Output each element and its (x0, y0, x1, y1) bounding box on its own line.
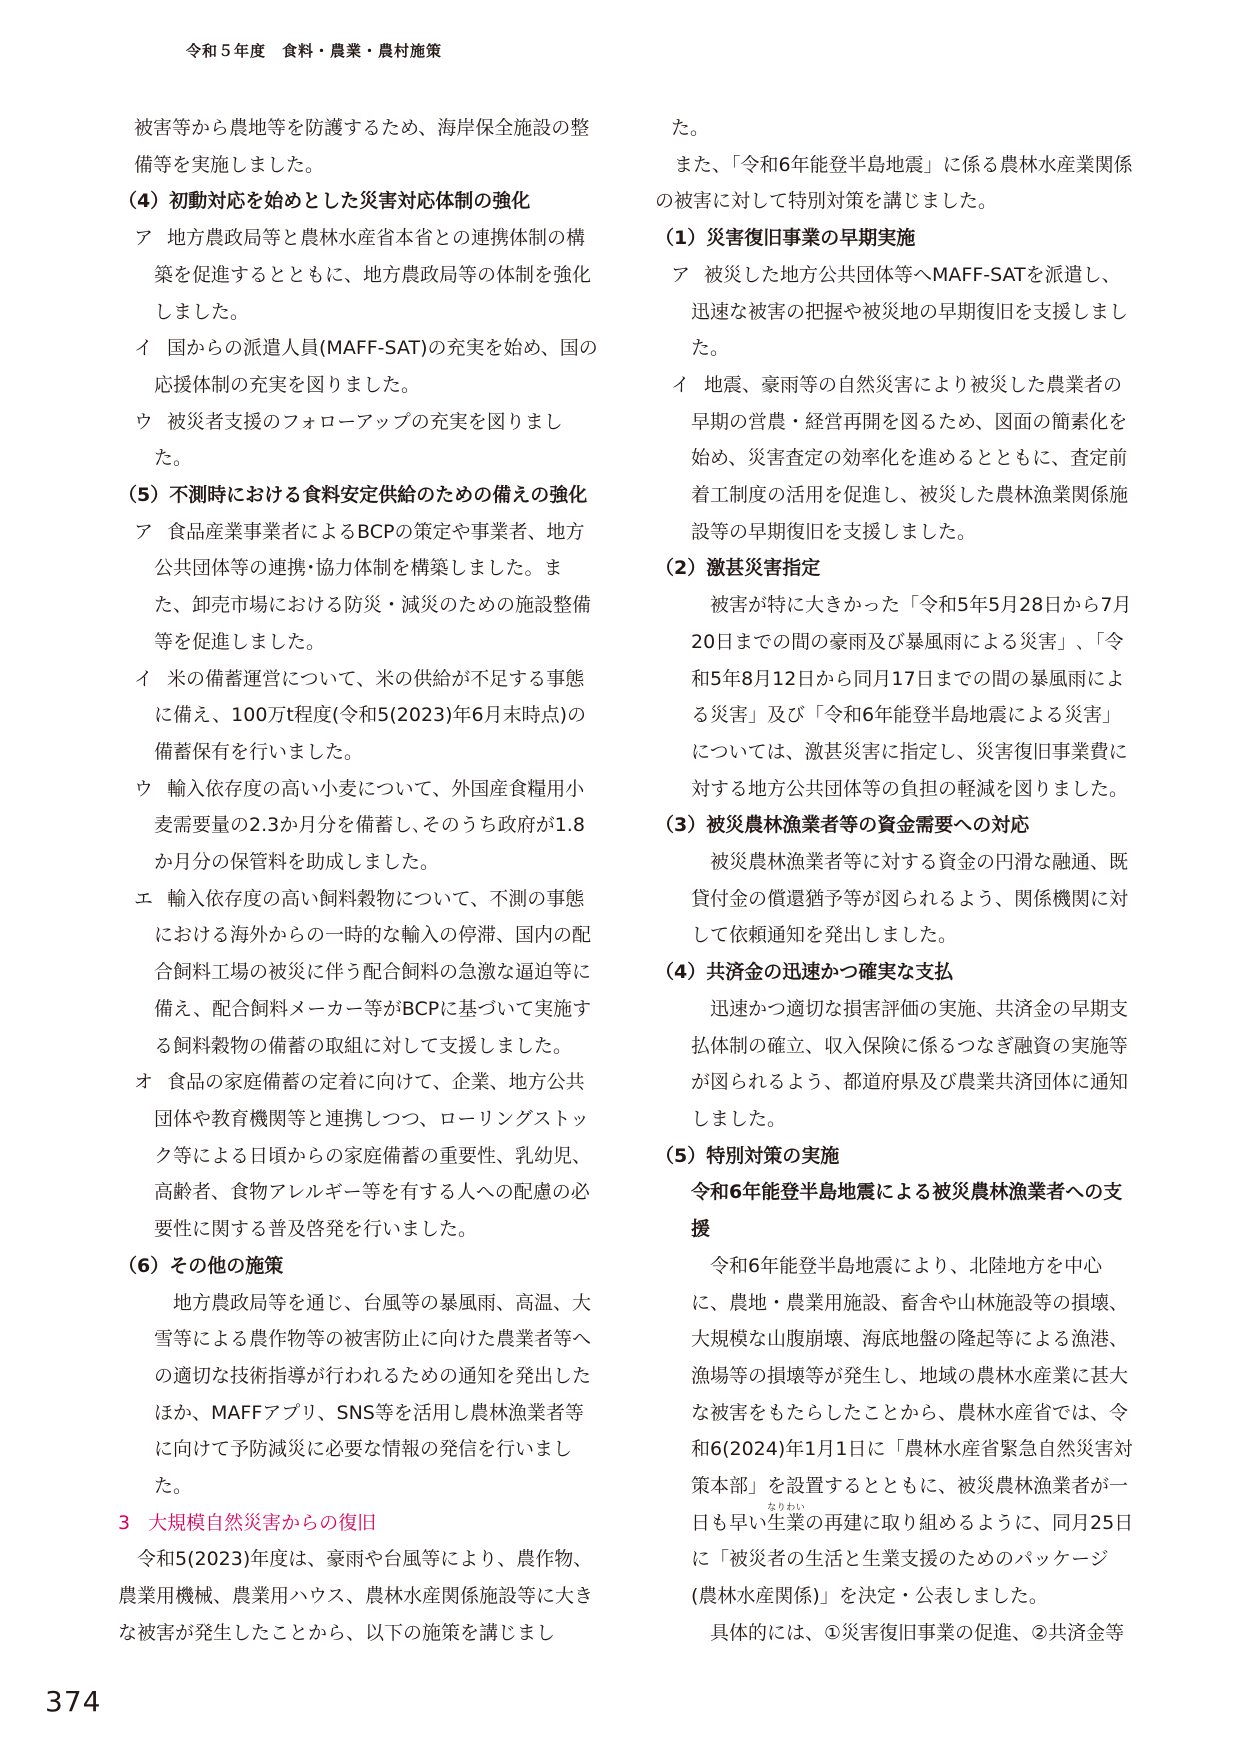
running-header: 令和５年度 食料・農業・農村施策 (186, 42, 443, 60)
heading-6: （6）その他の施策 (118, 1254, 284, 1277)
list-item: イ 国からの派遣人員(MAFF-SAT)の充実を始め、国の応援体制の充実を図りました。 (134, 337, 598, 396)
list-item: イ 地震、豪雨等の自然災害により被災した農業者の早期の営農・経営再開を図るため、図面の簡素化を始め、災害査定の効率化を進めるとともに、査定前着工制度の活用を促進し、被災した農林漁業関係施設等の早期復旧を支援しました。 (671, 373, 1129, 543)
heading-r4-body: 迅速かつ適切な損害評価の実施、共済金の早期支払体制の確立、収入保険に係るつなぎ融資の実施等が図られるよう、都道府県及び農業共済団体に通知しました。 (691, 997, 1129, 1130)
heading-r5-body: 令和6年能登半島地震により、北陸地方を中心に、農地・農業用施設、畜舎や山林施設等の損壊、大規模な山腹崩壊、海底地盤の隆起等による漁港、漁場等の損壊等が発生し、地域の農林水産業に甚大な被害をもたらしたことから、農林水産省では、令和6(2024)年1月1日に「農林水産省緊急自然災害対策本部」を設置するとともに、被災農林漁業者が一日も早い生業なりわいの再建に取り組めるように、同月25日に「被災者の生活と生業支援のためのパッケージ(農林水産関係)」を決定・公表しました。 (691, 1254, 1134, 1608)
heading-r2-body: 被害が特に大きかった「令和5年5月28日から7月20日までの間の豪雨及び暴風雨による災害」､「令和5年8月12日から同月17日までの間の暴風雨による災害」及び「令和6年能登半島地震による災害」については、激甚災害に指定し、災害復旧事業費に対する地方公共団体等の負担の軽減を図りました。 (691, 594, 1132, 800)
heading-r3-body: 被災農林漁業者等に対する資金の円滑な融通、既貸付金の償還猶予等が図られるよう、関係機関に対して依頼通知を発出しました。 (691, 851, 1129, 947)
paragraph: また、「令和6年能登半島地震」に係る農林水産業関係の被害に対して特別対策を講じました。 (655, 153, 1133, 213)
list-item: ア 食品産業事業者によるBCPの策定や事業者、地方公共団体等の連携･協力体制を構築しました。また、卸売市場における防災・減災のための施設整備等を促進しました。 (134, 520, 592, 653)
heading-6-body: 地方農政局等を通じ、台風等の暴風雨、高温、大雪等による農作物等の被害防止に向けた農業者等への適切な技術指導が行われるための通知を発出したほか、MAFFアプリ、SNS等を活用し農林漁業者等に向けて予防減災に必要な情報の発信を行いました。 (154, 1291, 592, 1498)
list-item: ウ 輸入依存度の高い小麦について、外国産食糧用小麦需要量の2.3か月分を備蓄し､そのうち政府が1.8か月分の保管料を助成しました。 (134, 777, 585, 874)
heading-r2: （2）激甚災害指定 (655, 557, 821, 580)
right-column (655, 110, 1135, 1652)
heading-r5: （5）特別対策の実施 (655, 1144, 840, 1167)
left-column (118, 110, 598, 1652)
page-number: 374 (45, 1685, 102, 1718)
heading-5: （5）不測時における食料安定供給のための備えの強化 (118, 484, 588, 507)
list-item: オ 食品の家庭備蓄の定着に向けて、企業、地方公共団体や教育機関等と連携しつつ、ローリングストック等による日頃からの家庭備蓄の重要性、乳幼児、高齢者、食物アレルギー等を有する人への配慮の必要性に関する普及啓発を行いました。 (134, 1071, 592, 1241)
section-3-heading (118, 1505, 598, 1542)
ruby-word: 生業なりわい (767, 1502, 806, 1534)
subheading: 令和6年能登半島地震による被災農林漁業者への支援 (691, 1181, 1123, 1241)
list-item: ア 地方農政局等と農林水産省本省との連携体制の構築を促進するとともに、地方農政局等の体制を強化しました。 (134, 227, 592, 323)
list-item: ア 被災した地方公共団体等へMAFF-SATを派遣し、迅速な被害の把握や被災地の早期復旧を支援しました。 (671, 263, 1129, 360)
list-item: イ 米の備蓄運営について、米の供給が不足する事態に備え、100万t程度(令和5(2023)年6月末時点)の備蓄保有を行いました。 (134, 667, 587, 763)
list-item: ウ 被災者支援のフォローアップの充実を図りました。 (134, 410, 563, 470)
heading-r3: （3）被災農林漁業者等の資金需要への対応 (655, 814, 1030, 837)
section-title: 大規模自然災害からの復旧 (148, 1511, 377, 1534)
heading-r1: （1）災害復旧事業の早期実施 (655, 227, 916, 250)
section-3-body: 令和5(2023)年度は、豪雨や台風等により、農作物、農業用機械、農業用ハウス、農林水産関係施設等に大きな被害が発生したことから、以下の施策を講じまし (118, 1548, 594, 1644)
continuation-text: た。 (671, 117, 710, 139)
heading-r4: （4）共済金の迅速かつ確実な支払 (655, 961, 954, 984)
heading-r5-body-2: 具体的には、①災害復旧事業の促進、②共済金等 (710, 1621, 1125, 1644)
intro-continuation: 被害等から農地等を防護するため、海岸保全施設の整備等を実施しました。 (134, 117, 590, 176)
heading-4: （4）初動対応を始めとした災害対応体制の強化 (118, 190, 531, 213)
list-item: エ 輸入依存度の高い飼料穀物について、不測の事態における海外からの一時的な輸入の停滞、国内の配合飼料工場の被災に伴う配合飼料の急激な逼迫等に備え、配合飼料メーカー等がBCPに基づいて実施する飼料穀物の備蓄の取組に対して支援しました。 (134, 887, 592, 1057)
section-number: 3 (118, 1511, 131, 1534)
